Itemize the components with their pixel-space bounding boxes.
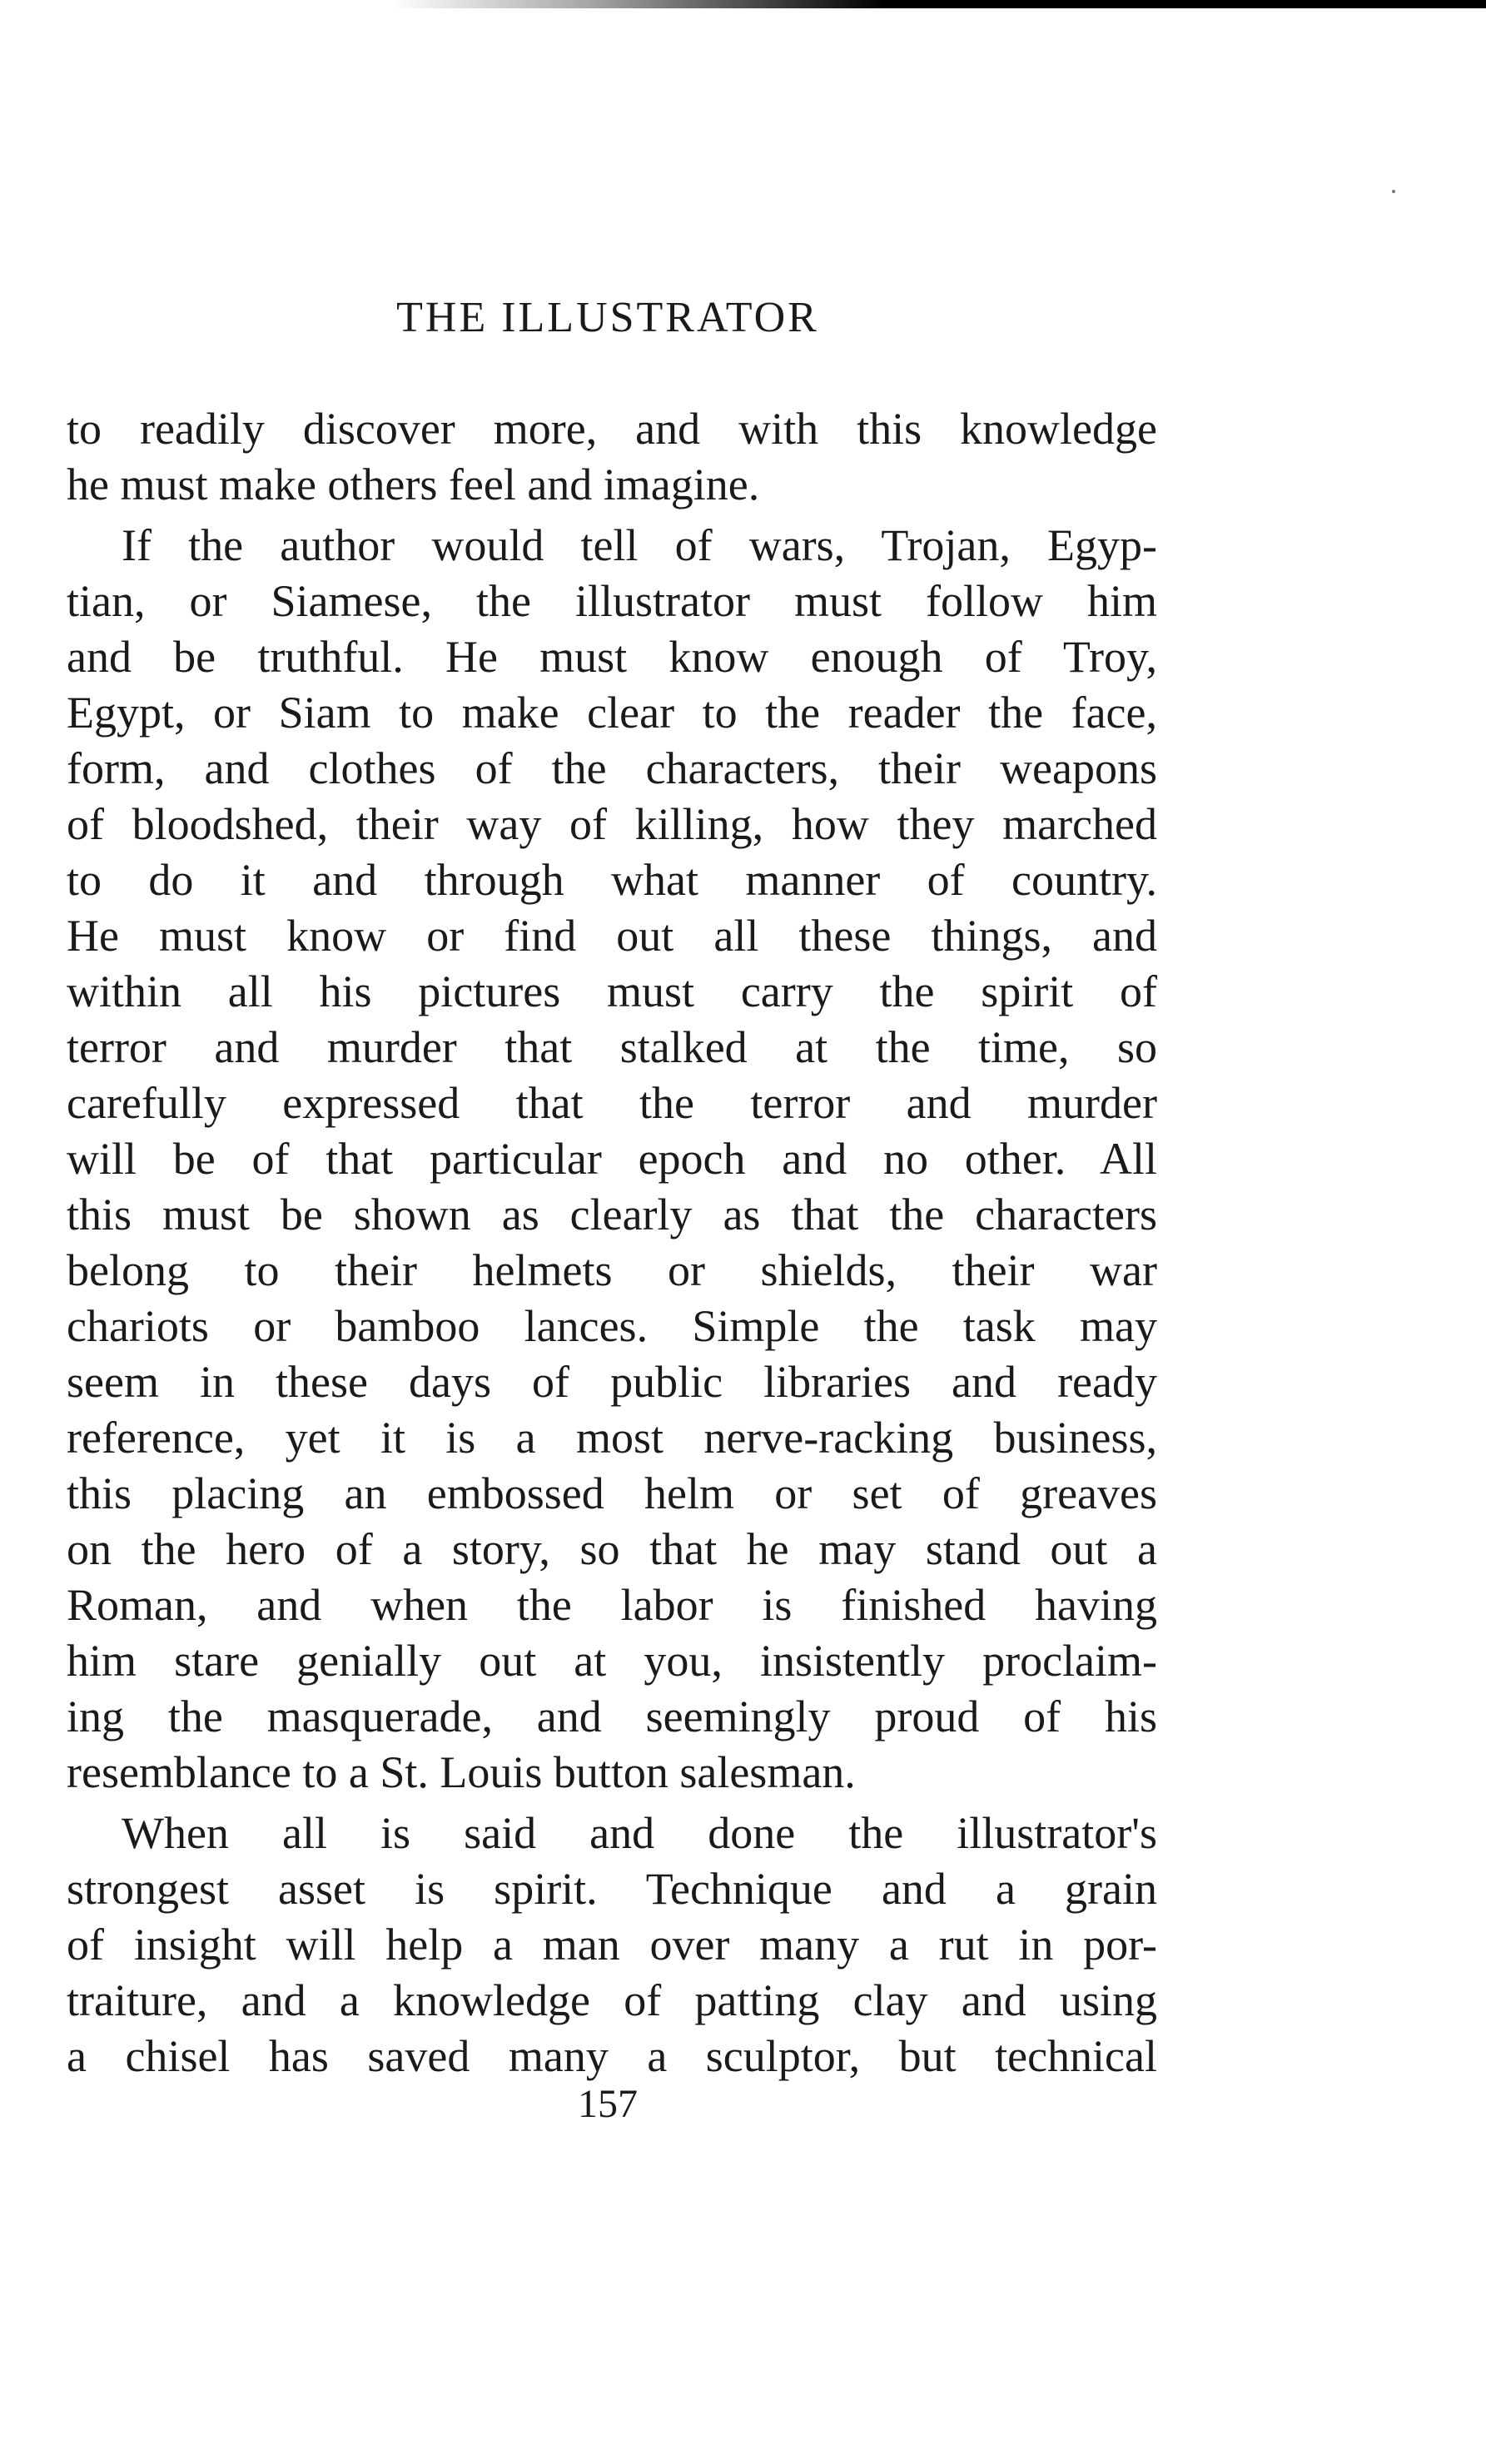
text-line: Egypt, or Siam to make clear to the reader the face,	[67, 688, 1157, 738]
text-line: form, and clothes of the characters, their weapons	[67, 743, 1157, 793]
text-line: this placing an embossed helm or set of greaves	[67, 1468, 1157, 1518]
text-line: traiture, and a knowledge of patting clay and using	[67, 1975, 1157, 2025]
paragraph	[67, 518, 1157, 1801]
top-edge-rule	[391, 0, 1486, 8]
text-line: resemblance to a St. Louis button salesman.	[67, 1747, 856, 1797]
text-line: and be truthful. He must know enough of Troy,	[67, 632, 1157, 682]
text-line: this must be shown as clearly as that the characters	[67, 1190, 1157, 1239]
text-line: a chisel has saved many a sculptor, but technical	[67, 2031, 1157, 2081]
text-line: he must make others feel and imagine.	[67, 460, 760, 509]
text-line: reference, yet it is a most nerve-racking business,	[67, 1413, 1157, 1463]
text-line: on the hero of a story, so that he may stand out a	[67, 1524, 1157, 1574]
text-line: ing the masquerade, and seemingly proud of his	[67, 1692, 1157, 1741]
text-line: within all his pictures must carry the spirit of	[67, 966, 1157, 1016]
text-line: chariots or bamboo lances. Simple the task may	[67, 1301, 1157, 1351]
paragraph	[67, 1806, 1157, 2084]
text-line: tian, or Siamese, the illustrator must follow him	[67, 576, 1157, 626]
text-line: If the author would tell of wars, Trojan, Egyp-	[122, 520, 1157, 570]
text-line: of bloodshed, their way of killing, how they marched	[67, 799, 1157, 849]
text-line: He must know or find out all these things, and	[67, 911, 1157, 961]
text-line: seem in these days of public libraries and ready	[67, 1357, 1157, 1407]
text-line: of insight will help a man over many a rut in por-	[67, 1920, 1157, 1970]
text-line: to readily discover more, and with this knowledge	[67, 404, 1157, 454]
running-head: THE ILLUSTRATOR	[396, 294, 819, 341]
paragraph	[67, 401, 1157, 513]
text-line: him stare genially out at you, insistently proclaim-	[67, 1636, 1157, 1686]
text-line: belong to their helmets or shields, their war	[67, 1245, 1157, 1295]
text-line: to do it and through what manner of country.	[67, 855, 1157, 905]
text-line: terror and murder that stalked at the time, so	[67, 1022, 1157, 1072]
body-text	[67, 401, 1157, 2084]
paper-speck	[1392, 190, 1395, 193]
text-line: Roman, and when the labor is finished having	[67, 1580, 1157, 1630]
text-line: will be of that particular epoch and no other. All	[67, 1134, 1157, 1184]
text-line: strongest asset is spirit. Technique and a grain	[67, 1864, 1157, 1914]
text-line: carefully expressed that the terror and murder	[67, 1078, 1157, 1128]
text-line: When all is said and done the illustrator's	[122, 1808, 1157, 1858]
page-number: 157	[578, 2082, 638, 2126]
